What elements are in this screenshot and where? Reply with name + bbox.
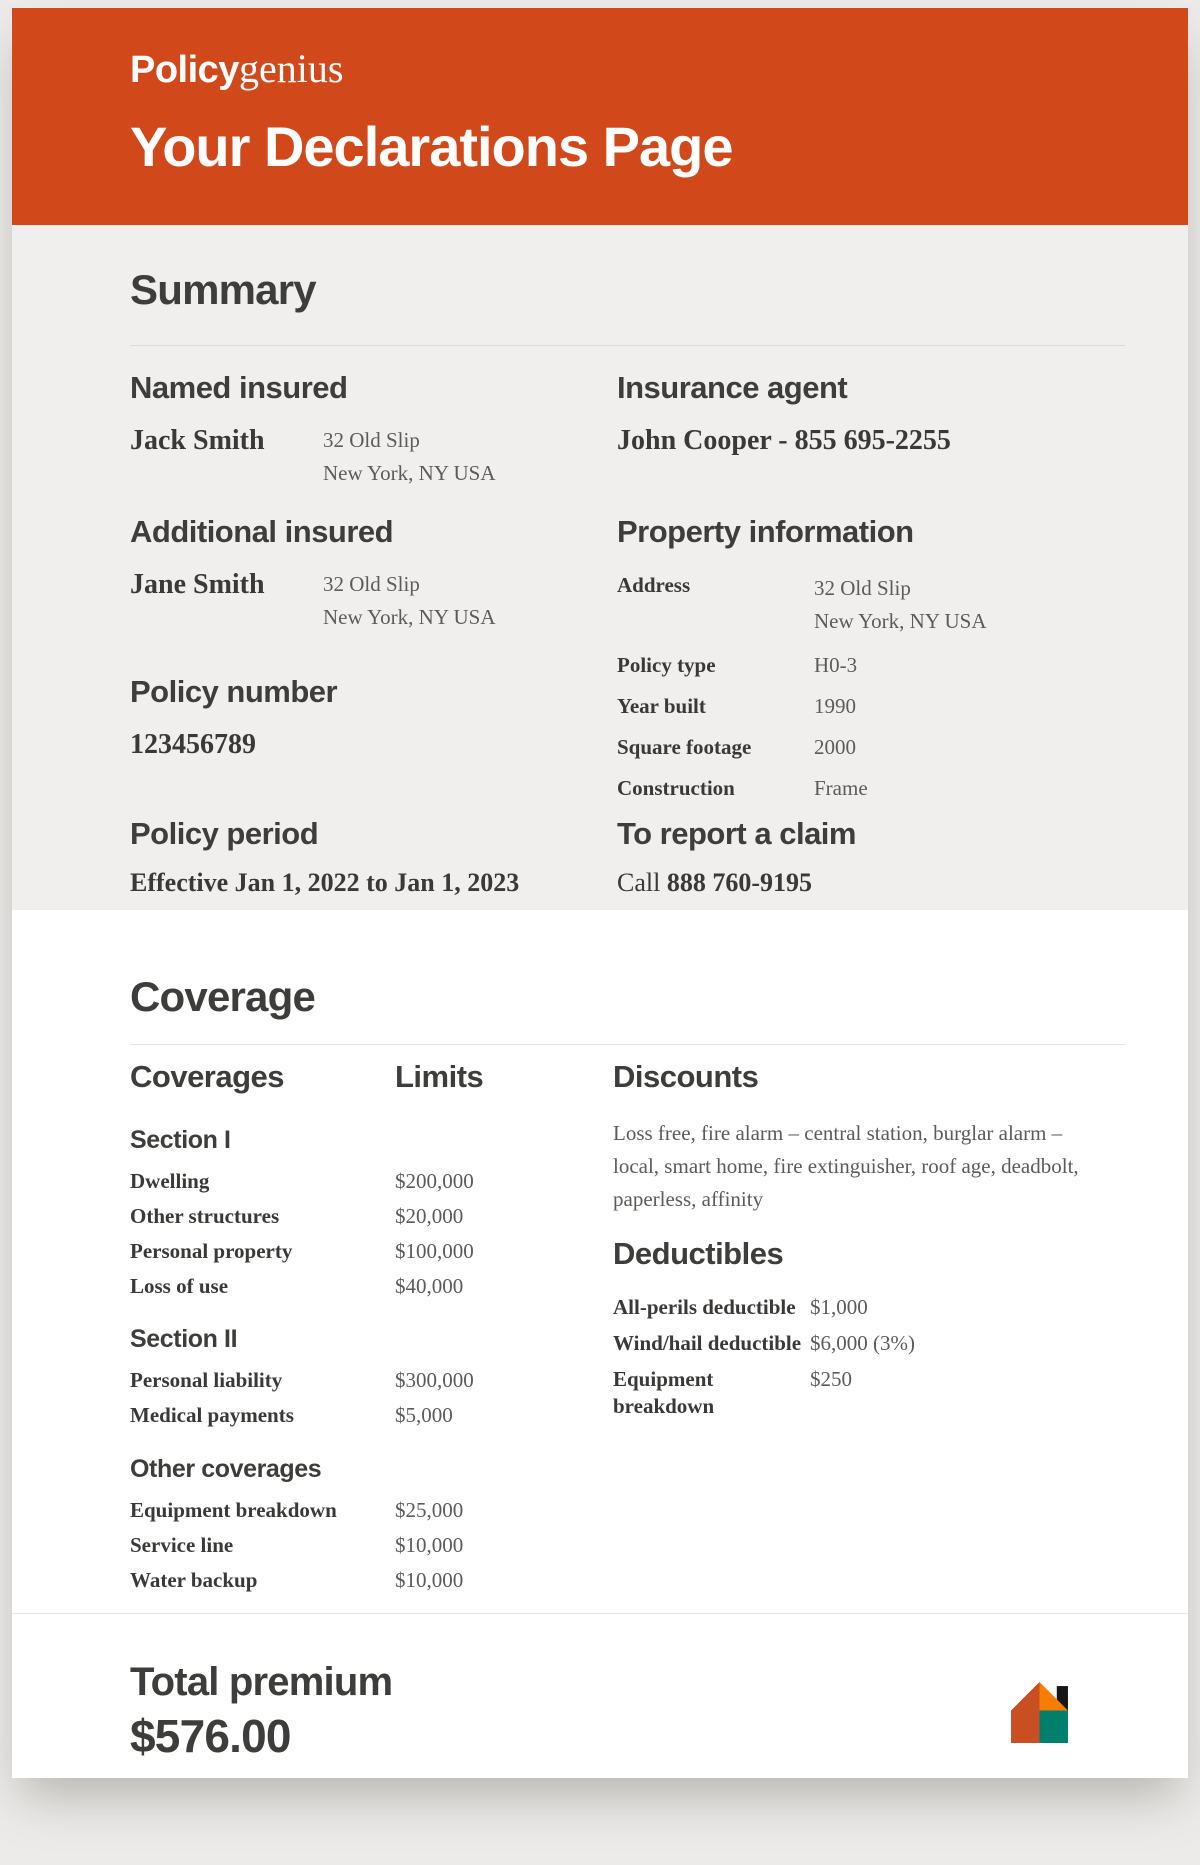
coverage-row-value: $5,000 (395, 1403, 453, 1427)
property-row-label: Construction (617, 776, 735, 800)
additional-insured-row (130, 568, 617, 634)
coverage-row (130, 1497, 613, 1524)
coverage-row (130, 1273, 613, 1300)
named-insured-heading: Named insured (130, 370, 348, 405)
property-row (617, 775, 1125, 802)
coverage-table (130, 1059, 613, 1602)
insurance-agent-value: John Cooper - 855 695-2255 (617, 425, 951, 456)
other-coverages-rows (130, 1497, 613, 1594)
policy-period-value: Effective Jan 1, 2022 to Jan 1, 2023 (130, 868, 520, 897)
coverage-row-value: $100,000 (395, 1239, 474, 1263)
named-insured-block (130, 370, 617, 490)
coverage-row-label: Loss of use (130, 1274, 229, 1298)
deductibles-heading: Deductibles (613, 1236, 784, 1271)
property-row-label: Square footage (617, 735, 752, 759)
summary-heading: Summary (130, 266, 316, 313)
deductible-row (613, 1330, 1125, 1357)
property-row-value: H0-3 (814, 653, 858, 677)
section-1-heading: Section I (130, 1126, 231, 1154)
header-banner (12, 8, 1188, 225)
coverage-row-label: Personal liability (130, 1368, 283, 1392)
policy-number-block (130, 674, 617, 762)
coverage-row-label: Equipment breakdown (130, 1498, 337, 1522)
coverage-grid (130, 1059, 1125, 1602)
limits-column-heading: Limits (395, 1059, 484, 1094)
property-information-block (617, 514, 1125, 816)
property-row-value: 1990 (814, 694, 856, 718)
coverage-row (130, 1203, 613, 1230)
coverage-row-label: Water backup (130, 1568, 258, 1592)
property-row (617, 734, 1125, 761)
coverage-section (12, 910, 1188, 1613)
coverage-heading: Coverage (130, 973, 316, 1020)
policy-period-block (130, 816, 617, 900)
property-row (617, 693, 1125, 720)
coverage-row-value: $25,000 (395, 1498, 464, 1522)
coverage-table-header (130, 1059, 613, 1095)
coverage-row-label: Medical payments (130, 1403, 294, 1427)
coverage-row (130, 1238, 613, 1265)
property-row (617, 572, 1125, 638)
page-title: Your Declarations Page (130, 115, 733, 178)
summary-section (12, 225, 1188, 910)
deductible-row-label: Equipment breakdown (613, 1367, 715, 1418)
coverage-row-value: $300,000 (395, 1368, 474, 1392)
discounts-deductibles-column (613, 1059, 1125, 1429)
total-premium-section (12, 1613, 1188, 1778)
address-line: New York, NY USA (323, 605, 496, 629)
coverage-row-label: Dwelling (130, 1169, 210, 1193)
property-row-label: Address (617, 573, 691, 597)
logo-text-policy: Policy (130, 49, 239, 91)
section-1-rows (130, 1168, 613, 1300)
coverage-row-value: $10,000 (395, 1568, 464, 1592)
report-claim-block (617, 816, 1125, 900)
property-information-rows (617, 572, 1125, 802)
coverage-row (130, 1168, 613, 1195)
deductible-row-value: $1,000 (810, 1295, 868, 1319)
deductible-row-value: $6,000 (3%) (810, 1331, 915, 1355)
named-insured-row (130, 424, 617, 490)
claim-phone-number: 888 760-9195 (666, 868, 813, 897)
total-premium-amount: $576.00 (130, 1710, 291, 1762)
additional-insured-name: Jane Smith (130, 569, 265, 600)
property-row-value (814, 572, 987, 638)
property-value-line: 32 Old Slip (814, 576, 911, 600)
property-row-value: 2000 (814, 735, 856, 759)
coverage-row (130, 1402, 613, 1429)
coverage-row-value: $10,000 (395, 1533, 464, 1557)
additional-insured-heading: Additional insured (130, 514, 394, 549)
section-2-heading: Section II (130, 1325, 238, 1353)
deductible-row (613, 1366, 1125, 1420)
coverages-column-heading: Coverages (130, 1059, 285, 1094)
total-premium-heading: Total premium (130, 1660, 393, 1704)
named-insured-address (323, 424, 496, 490)
policygenius-house-icon (1011, 1682, 1068, 1743)
deductibles-rows (613, 1294, 1125, 1420)
address-line: 32 Old Slip (323, 572, 420, 596)
deductible-row-label: Wind/hail deductible (613, 1331, 802, 1355)
logo-text-genius: genius (238, 46, 344, 91)
other-coverages-heading: Other coverages (130, 1455, 322, 1483)
declarations-document (12, 8, 1188, 1778)
discounts-text: Loss free, fire alarm – central station, burglar alarm – local, smart home, fire extinguisher, roof age, deadbolt, paperless, affinity (613, 1121, 1079, 1211)
coverage-row-value: $40,000 (395, 1274, 464, 1298)
report-claim-value (617, 866, 1125, 900)
coverage-row (130, 1532, 613, 1559)
additional-insured-block (130, 514, 617, 634)
section-2-rows (130, 1367, 613, 1429)
report-claim-heading: To report a claim (617, 816, 856, 851)
coverage-row-label: Service line (130, 1533, 234, 1557)
house-body-right (1040, 1710, 1068, 1743)
coverage-row-label: Personal property (130, 1239, 293, 1263)
discounts-heading: Discounts (613, 1059, 759, 1094)
coverage-row (130, 1367, 613, 1394)
insurance-agent-heading: Insurance agent (617, 370, 848, 405)
summary-divider (130, 345, 1125, 346)
coverage-row-value: $200,000 (395, 1169, 474, 1193)
call-prefix: Call (617, 868, 667, 897)
insurance-agent-block (617, 370, 1125, 458)
policy-number-heading: Policy number (130, 674, 338, 709)
deductible-row-label: All-perils deductible (613, 1295, 796, 1319)
additional-insured-address (323, 568, 496, 634)
house-body-left (1011, 1682, 1039, 1743)
coverage-row-label: Other structures (130, 1204, 280, 1228)
property-value-line: New York, NY USA (814, 609, 987, 633)
address-line: New York, NY USA (323, 461, 496, 485)
named-insured-name: Jack Smith (130, 425, 265, 456)
property-row (617, 652, 1125, 679)
deductible-row-value: $250 (810, 1367, 852, 1391)
property-row-label: Year built (617, 694, 706, 718)
coverage-divider (130, 1044, 1125, 1045)
property-row-label: Policy type (617, 653, 716, 677)
summary-grid (130, 370, 1125, 900)
policy-period-heading: Policy period (130, 816, 319, 851)
total-premium-block (130, 1658, 392, 1778)
policy-number-value: 123456789 (130, 729, 256, 760)
coverage-row (130, 1567, 613, 1594)
address-line: 32 Old Slip (323, 428, 420, 452)
property-row-value: Frame (814, 776, 868, 800)
coverage-row-value: $20,000 (395, 1204, 464, 1228)
deductible-row (613, 1294, 1125, 1321)
policygenius-logo (130, 46, 1113, 93)
property-information-heading: Property information (617, 514, 914, 549)
